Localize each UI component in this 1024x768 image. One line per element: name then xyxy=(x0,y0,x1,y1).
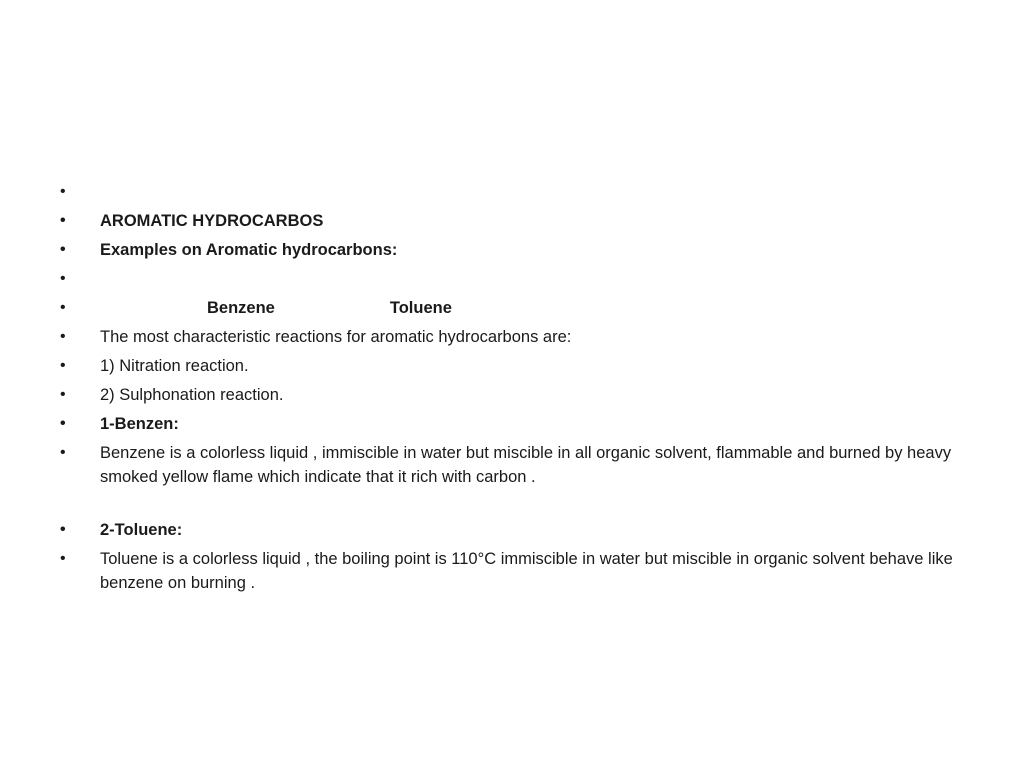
bullet-sulphonation: • 2) Sulphonation reaction. xyxy=(60,383,960,407)
bullet-empty-2 xyxy=(60,267,960,291)
bullet-example-names xyxy=(60,296,960,320)
bullet-toluene-heading: • 2-Toluene: xyxy=(60,518,960,542)
bullet-nitration: • 1) Nitration reaction. xyxy=(60,354,960,378)
bullet-reactions-intro: • The most characteristic reactions for aromatic hydrocarbons are: xyxy=(60,325,960,349)
bullet-empty-1 xyxy=(60,180,960,204)
bullet-list xyxy=(60,180,960,600)
bullet-benzen-heading: • 1-Benzen: xyxy=(60,412,960,436)
bullet-title: • AROMATIC HYDROCARBOS xyxy=(60,209,960,233)
example-names xyxy=(100,296,452,320)
bullet-benzene-description: • Benzene is a colorless liquid , immiscible in water but miscible in all organic solvent, flammable and burned by heavy smoked yellow flame which indicate that it rich with carbon . xyxy=(60,441,960,489)
bullet-examples-heading: • Examples on Aromatic hydrocarbons: xyxy=(60,238,960,262)
example-benzene: Benzene xyxy=(207,299,275,317)
bullet-toluene-description: • Toluene is a colorless liquid , the boiling point is 110°C immiscible in water but miscible in organic solvent behave like benzene on burning . xyxy=(60,547,960,595)
example-toluene: Toluene xyxy=(389,299,452,317)
